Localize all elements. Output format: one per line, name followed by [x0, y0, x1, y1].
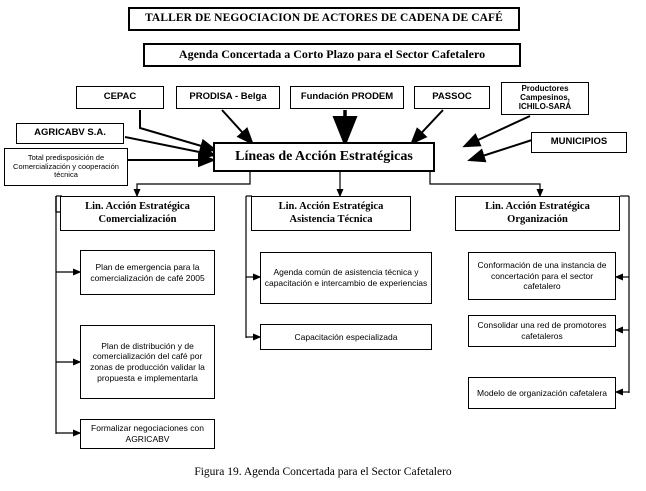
leaf-label-3-2: Consolidar una red de promotores cafetaleros [477, 320, 607, 341]
center-box-lineas-accion [213, 142, 435, 172]
leaf-label-1-2: Plan de distribución y de comercialización del café por zonas de producción validar la propuesta e implementarla [90, 340, 205, 383]
source-label-passoc: PASSOC [432, 91, 472, 103]
leaf-box-3-1 [468, 252, 616, 300]
title-box [128, 7, 520, 31]
leaf-box-1-3 [80, 419, 215, 449]
subtitle-box [143, 43, 521, 67]
leaf-label-2-1: Agenda común de asistencia técnica y capacitación e intercambio de experiencias [264, 267, 428, 288]
source-label-productores: Productores Campesinos, ICHILO-SARÁ [518, 84, 572, 111]
note-box-predisposicion [4, 148, 128, 186]
column-head-organizacion [455, 196, 620, 231]
subtitle-text: Agenda Concertada a Corto Plazo para el Sector Cafetalero [178, 47, 486, 62]
column-head-label-3: Lin. Acción Estratégica Organización [485, 201, 590, 225]
title-text: TALLER DE NEGOCIACION DE ACTORES DE CADENA DE CAFÉ [145, 12, 503, 25]
leaf-box-3-2 [468, 315, 616, 347]
figure-caption-text: Figura 19. Agenda Concertada para el Sector Cafetalero [194, 466, 452, 478]
leaf-box-3-3 [468, 377, 616, 409]
source-label-prodem: Fundación PRODEM [300, 91, 394, 103]
source-box-municipios [531, 132, 627, 153]
leaf-box-2-2 [260, 324, 432, 350]
source-box-passoc [414, 86, 490, 109]
source-label-municipios: MUNICIPIOS [550, 136, 608, 148]
source-label-agricabv: AGRICABV S.A. [34, 127, 106, 139]
source-box-productores [501, 82, 589, 115]
leaf-box-2-1 [260, 252, 432, 304]
source-box-agricabv [16, 123, 124, 144]
source-label-cepac: CEPAC [103, 91, 137, 103]
leaf-label-2-2: Capacitación especializada [294, 331, 398, 342]
source-box-prodisa [176, 86, 280, 109]
leaf-label-1-3: Formalizar negociaciones con AGRICABV [91, 423, 204, 444]
leaf-box-1-1 [80, 250, 215, 295]
leaf-label-3-3: Modelo de organización cafetalera [477, 387, 607, 398]
note-text: Total predisposición de Comercialización y cooperación técnica [13, 153, 119, 180]
center-label: Líneas de Acción Estratégicas [235, 148, 413, 164]
figure-caption [0, 466, 646, 478]
column-head-comercializacion [60, 196, 215, 231]
leaf-label-3-1: Conformación de una instancia de concertación para el sector cafetalero [477, 260, 607, 292]
leaf-label-1-1: Plan de emergencia para la comercialización de café 2005 [90, 261, 205, 283]
column-head-asistencia-tecnica [251, 196, 411, 231]
column-head-label-2: Lin. Acción Estratégica Asistencia Técnica [278, 201, 384, 225]
leaf-box-1-2 [80, 325, 215, 399]
source-box-prodem [290, 86, 404, 109]
column-head-label-1: Lin. Acción Estratégica Comercialización [85, 201, 190, 225]
source-label-prodisa: PRODISA - Belga [189, 91, 267, 103]
source-box-cepac [76, 86, 164, 109]
